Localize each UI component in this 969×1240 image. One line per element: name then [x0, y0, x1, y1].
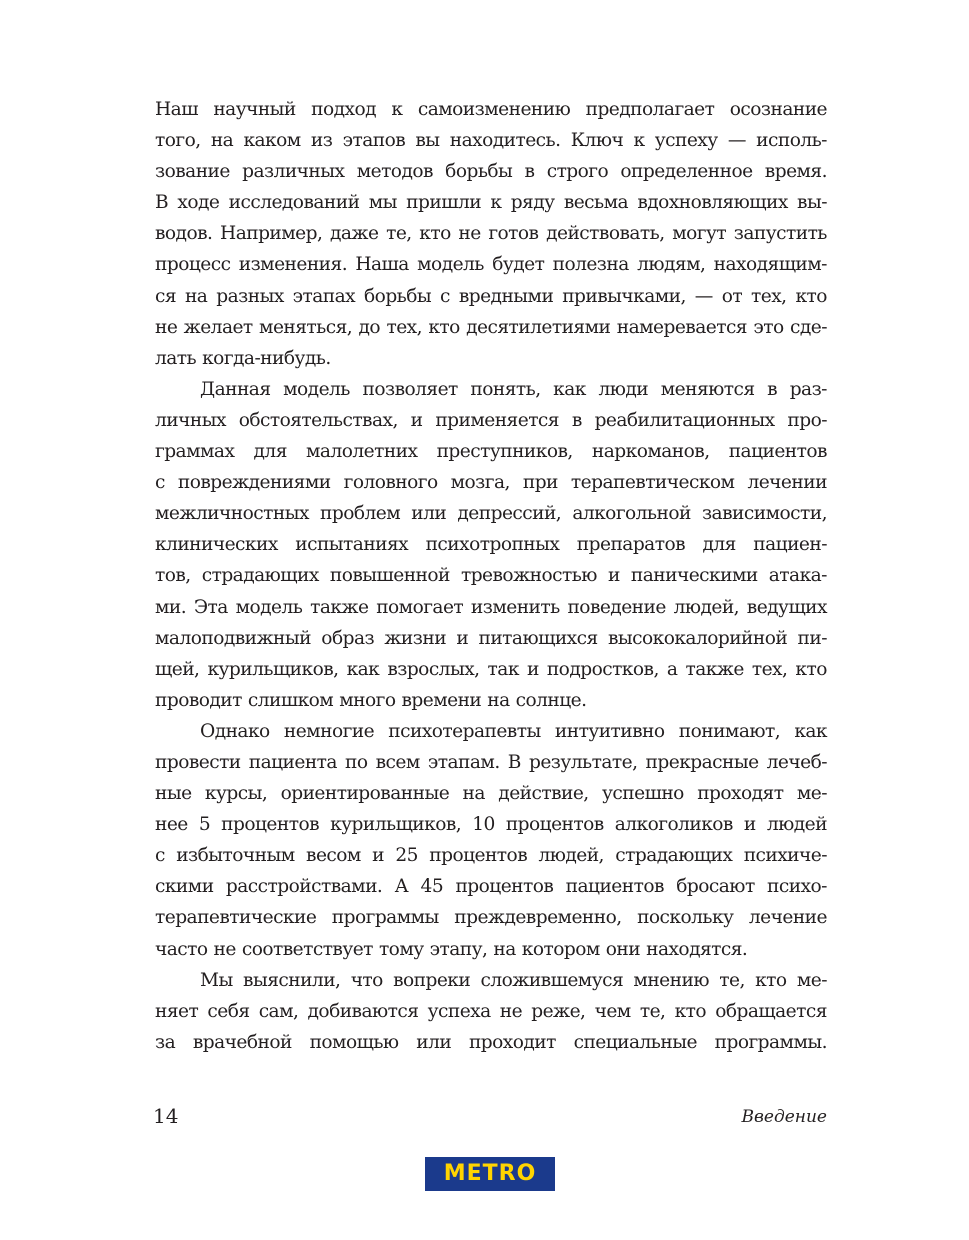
running-head: Введение — [741, 1107, 827, 1127]
text-line: водов. Например, даже те, кто не готов действовать, могут запустить — [155, 223, 827, 245]
text-line: скими расстройствами. А 45 процентов пациентов бросают психо- — [155, 876, 827, 898]
text-line: ные курсы, ориентированные на действие, успешно проходят ме- — [155, 783, 827, 805]
text-line: клинических испытаниях психотропных препаратов для пациен- — [155, 534, 827, 556]
text-line: с избыточным весом и 25 процентов людей, страдающих психиче- — [155, 845, 827, 867]
text-line: няет себя сам, добиваются успеха не реже, чем те, кто обращается — [155, 1000, 827, 1022]
text-line: Однако немногие психотерапевты интуитивно понимают, как — [200, 720, 827, 742]
text-line: граммах для малолетних преступников, наркоманов, пациентов — [155, 441, 827, 463]
text-line: Данная модель позволяет понять, как люди меняются в раз- — [200, 378, 827, 400]
text-line: терапевтические программы преждевременно, поскольку лечение — [155, 907, 827, 929]
page-number: 14 — [153, 1104, 179, 1128]
text-line: лать когда-нибудь. — [155, 347, 331, 369]
text-line: Наш научный подход к самоизменению предполагает осознание — [155, 99, 827, 120]
text-line: за врачебной помощью или проходит специальные программы. — [155, 1031, 827, 1053]
metro-logo — [425, 1157, 555, 1191]
text-line: ми. Эта модель также помогает изменить поведение людей, ведущих — [155, 596, 827, 618]
text-line: малоподвижный образ жизни и питающихся высококалорийной пи- — [155, 627, 827, 649]
text-line: тов, страдающих повышенной тревожностью и паническими атака- — [155, 565, 827, 587]
text-line: не желает меняться, до тех, кто десятилетиями намеревается это сде- — [155, 316, 827, 338]
text-line: того, на каком из этапов вы находитесь. Ключ к успеху — исполь- — [155, 130, 827, 152]
body-text — [155, 94, 827, 1058]
text-line: зование различных методов борьбы в строго определенное время. — [155, 161, 827, 183]
text-line: проводит слишком много времени на солнце. — [155, 689, 587, 711]
text-line: Мы выяснили, что вопреки сложившемуся мнению те, кто ме- — [200, 969, 827, 991]
text-line: часто не соответствует тому этапу, на котором они находятся. — [155, 938, 748, 960]
text-line: личных обстоятельствах, и применяется в реабилитационных про- — [155, 409, 827, 431]
metro-logo-text: METRO — [443, 1161, 537, 1186]
text-line: процесс изменения. Наша модель будет полезна людям, находящим- — [155, 254, 827, 276]
text-line: с повреждениями головного мозга, при терапевтическом лечении — [155, 472, 827, 494]
text-line: нее 5 процентов курильщиков, 10 процентов алкоголиков и людей — [155, 814, 827, 836]
text-line: провести пациента по всем этапам. В результате, прекрасные лечеб- — [155, 751, 827, 773]
text-line: межличностных проблем или депрессий, алкогольной зависимости, — [155, 503, 827, 525]
text-line: В ходе исследований мы пришли к ряду весьма вдохновляющих вы- — [155, 192, 827, 214]
text-line: щей, курильщиков, как взрослых, так и подростков, а также тех, кто — [155, 658, 827, 680]
text-line: ся на разных этапах борьбы с вредными привычками, — от тех, кто — [155, 285, 827, 307]
